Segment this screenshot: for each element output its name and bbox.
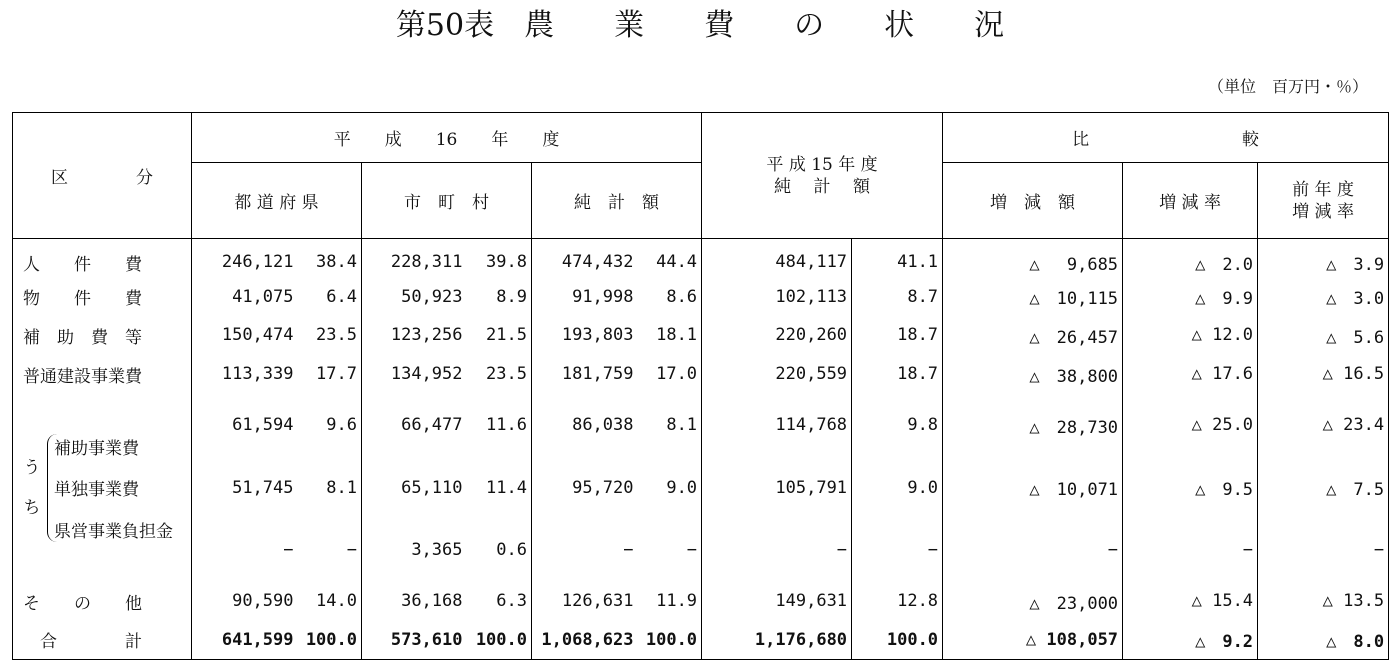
fy15-ratio: − xyxy=(852,519,943,582)
net-ratio: − xyxy=(638,519,702,582)
municipality-amount: 66,477 xyxy=(401,415,463,436)
fy15-ratio: 12.8 xyxy=(852,582,943,621)
change-rate: △ 9.9 xyxy=(1123,277,1258,316)
net-amount: 126,631 xyxy=(561,591,634,612)
header-fy16: 平 成 16 年 度 xyxy=(192,113,702,163)
row-label: 補 助 費 等 xyxy=(13,316,192,355)
net-amount: − xyxy=(623,540,634,561)
row-label: 普通建設事業費 xyxy=(13,355,192,394)
row-label: 人 件 費 xyxy=(13,239,192,278)
net-ratio: 18.1 xyxy=(638,316,702,355)
net-ratio: 8.6 xyxy=(638,277,702,316)
municipality-ratio: 23.5 xyxy=(467,355,532,394)
uchi-wrap xyxy=(17,434,191,542)
sub-row-label: 県営事業負担金 xyxy=(54,521,173,542)
prev-change-rate: △ 8.0 xyxy=(1326,632,1385,653)
fy15-amount: 220,260 xyxy=(702,316,852,355)
fy15-amount: 149,631 xyxy=(702,582,852,621)
municipality-ratio: 21.5 xyxy=(467,316,532,355)
total-row xyxy=(13,620,1389,659)
fy15-amount: 1,176,680 xyxy=(702,620,852,659)
sub-row-label: 単独事業費 xyxy=(54,480,139,501)
prev-change-rate: △ 5.6 xyxy=(1326,327,1385,348)
prefecture-amount: − xyxy=(283,540,294,561)
municipality-amount: 3,365 xyxy=(411,540,463,561)
prev-change-rate: △ 16.5 xyxy=(1322,364,1385,385)
table-row xyxy=(13,355,1389,394)
net-amount: 86,038 xyxy=(572,415,634,436)
prefecture-amount: 41,075 xyxy=(232,286,294,307)
prev-change-rate: △ 13.5 xyxy=(1322,591,1385,612)
municipality-amount: 50,923 xyxy=(401,286,463,307)
municipality-ratio: 39.8 xyxy=(467,239,532,278)
table-row xyxy=(13,316,1389,355)
header-prev-change-rate: 前 年 度 増 減 率 xyxy=(1258,163,1389,239)
prefecture-amount: 150,474 xyxy=(221,325,294,346)
change-rate: △ 25.0 xyxy=(1123,394,1258,457)
row-label: 合 計 xyxy=(13,620,192,659)
prefecture-ratio: 23.5 xyxy=(298,316,362,355)
net-amount: 91,998 xyxy=(572,286,634,307)
header-category: 区 分 xyxy=(13,113,192,239)
header-comparison: 比 較 xyxy=(943,113,1389,163)
sub-row-label: 補助事業費 xyxy=(54,438,139,459)
municipality-ratio: 6.3 xyxy=(467,582,532,621)
municipality-ratio: 100.0 xyxy=(467,620,532,659)
uchi-brace xyxy=(47,434,173,542)
prev-change-rate: △ 23.4 xyxy=(1322,415,1385,436)
uchi-group-label xyxy=(13,394,192,582)
prefecture-amount: 113,339 xyxy=(221,364,294,385)
change-rate: △ 2.0 xyxy=(1123,239,1258,278)
prefecture-amount: 51,745 xyxy=(232,477,294,498)
prefecture-ratio: 17.7 xyxy=(298,355,362,394)
header-change-rate: 増 減 率 xyxy=(1123,163,1258,239)
fy15-ratio: 9.0 xyxy=(852,456,943,519)
table-title: 第50表 農 業 費 の 状 況 xyxy=(395,8,1005,43)
table-row xyxy=(13,582,1389,621)
fy15-amount: 114,768 xyxy=(702,394,852,457)
change-amount: △ 26,457 xyxy=(943,316,1123,355)
prev-change-rate: △ 3.9 xyxy=(1326,254,1385,275)
net-ratio: 8.1 xyxy=(638,394,702,457)
net-amount: 1,068,623 xyxy=(541,629,634,650)
municipality-amount: 123,256 xyxy=(390,325,463,346)
change-amount: △ 23,000 xyxy=(943,582,1123,621)
net-ratio: 17.0 xyxy=(638,355,702,394)
prefecture-ratio: − xyxy=(298,519,362,582)
prefecture-amount: 246,121 xyxy=(221,252,294,273)
table-row xyxy=(13,394,1389,457)
change-rate: △ 9.2 xyxy=(1123,620,1258,659)
prefecture-ratio: 9.6 xyxy=(298,394,362,457)
change-rate: △ 17.6 xyxy=(1123,355,1258,394)
header-row-2 xyxy=(13,163,1389,239)
change-amount: △ 108,057 xyxy=(943,620,1123,659)
net-ratio: 100.0 xyxy=(638,620,702,659)
net-ratio: 11.9 xyxy=(638,582,702,621)
table-row xyxy=(13,456,1389,519)
unit-note: （単位 百万円・％） xyxy=(1207,77,1368,96)
net-amount: 95,720 xyxy=(572,477,634,498)
fy15-ratio: 18.7 xyxy=(852,316,943,355)
table-row xyxy=(13,519,1389,582)
fy15-ratio: 9.8 xyxy=(852,394,943,457)
net-amount: 181,759 xyxy=(561,364,634,385)
table-row xyxy=(13,277,1389,316)
fy15-amount: 102,113 xyxy=(702,277,852,316)
net-amount: 193,803 xyxy=(561,325,634,346)
prev-change-rate: △ 3.0 xyxy=(1326,289,1385,310)
change-amount: △ 10,115 xyxy=(943,277,1123,316)
municipality-amount: 228,311 xyxy=(390,252,463,273)
header-net-total: 純 計 額 xyxy=(532,163,702,239)
fy15-ratio: 100.0 xyxy=(852,620,943,659)
table-row xyxy=(13,239,1389,278)
row-label: そ の 他 xyxy=(13,582,192,621)
change-rate: △ 9.5 xyxy=(1123,456,1258,519)
municipality-amount: 65,110 xyxy=(401,477,463,498)
prefecture-ratio: 8.1 xyxy=(298,456,362,519)
header-municipality: 市 町 村 xyxy=(362,163,532,239)
net-amount: 474,432 xyxy=(561,252,634,273)
fy15-amount: 220,559 xyxy=(702,355,852,394)
fy15-ratio: 41.1 xyxy=(852,239,943,278)
municipality-ratio: 11.4 xyxy=(467,456,532,519)
change-amount: △ 10,071 xyxy=(943,456,1123,519)
fy15-amount: 105,791 xyxy=(702,456,852,519)
change-amount: − xyxy=(943,519,1123,582)
municipality-amount: 134,952 xyxy=(390,364,463,385)
agriculture-expense-table xyxy=(12,112,1389,660)
change-amount: △ 28,730 xyxy=(943,394,1123,457)
prefecture-amount: 641,599 xyxy=(221,629,294,650)
header-row-1 xyxy=(13,113,1389,163)
change-rate: △ 15.4 xyxy=(1123,582,1258,621)
municipality-ratio: 0.6 xyxy=(467,519,532,582)
change-amount: △ 38,800 xyxy=(943,355,1123,394)
prefecture-ratio: 14.0 xyxy=(298,582,362,621)
net-ratio: 44.4 xyxy=(638,239,702,278)
header-change-amount: 増 減 額 xyxy=(943,163,1123,239)
uchi-label: う ち xyxy=(23,457,41,518)
prefecture-ratio: 38.4 xyxy=(298,239,362,278)
municipality-amount: 36,168 xyxy=(401,591,463,612)
fy15-ratio: 18.7 xyxy=(852,355,943,394)
municipality-ratio: 11.6 xyxy=(467,394,532,457)
prev-change-rate: − xyxy=(1373,540,1385,561)
header-prefecture: 都 道 府 県 xyxy=(192,163,362,239)
header-fy15-net: 平 成 15 年 度 純 計 額 xyxy=(702,113,943,239)
prev-change-rate: △ 7.5 xyxy=(1326,480,1385,501)
change-rate: − xyxy=(1123,519,1258,582)
change-rate: △ 12.0 xyxy=(1123,316,1258,355)
change-amount: △ 9,685 xyxy=(943,239,1123,278)
prefecture-ratio: 6.4 xyxy=(298,277,362,316)
fy15-amount: − xyxy=(702,519,852,582)
fy15-amount: 484,117 xyxy=(702,239,852,278)
fy15-ratio: 8.7 xyxy=(852,277,943,316)
prefecture-ratio: 100.0 xyxy=(298,620,362,659)
municipality-ratio: 8.9 xyxy=(467,277,532,316)
net-ratio: 9.0 xyxy=(638,456,702,519)
prefecture-amount: 61,594 xyxy=(232,415,294,436)
prefecture-amount: 90,590 xyxy=(232,591,294,612)
row-label: 物 件 費 xyxy=(13,277,192,316)
municipality-amount: 573,610 xyxy=(390,629,463,650)
